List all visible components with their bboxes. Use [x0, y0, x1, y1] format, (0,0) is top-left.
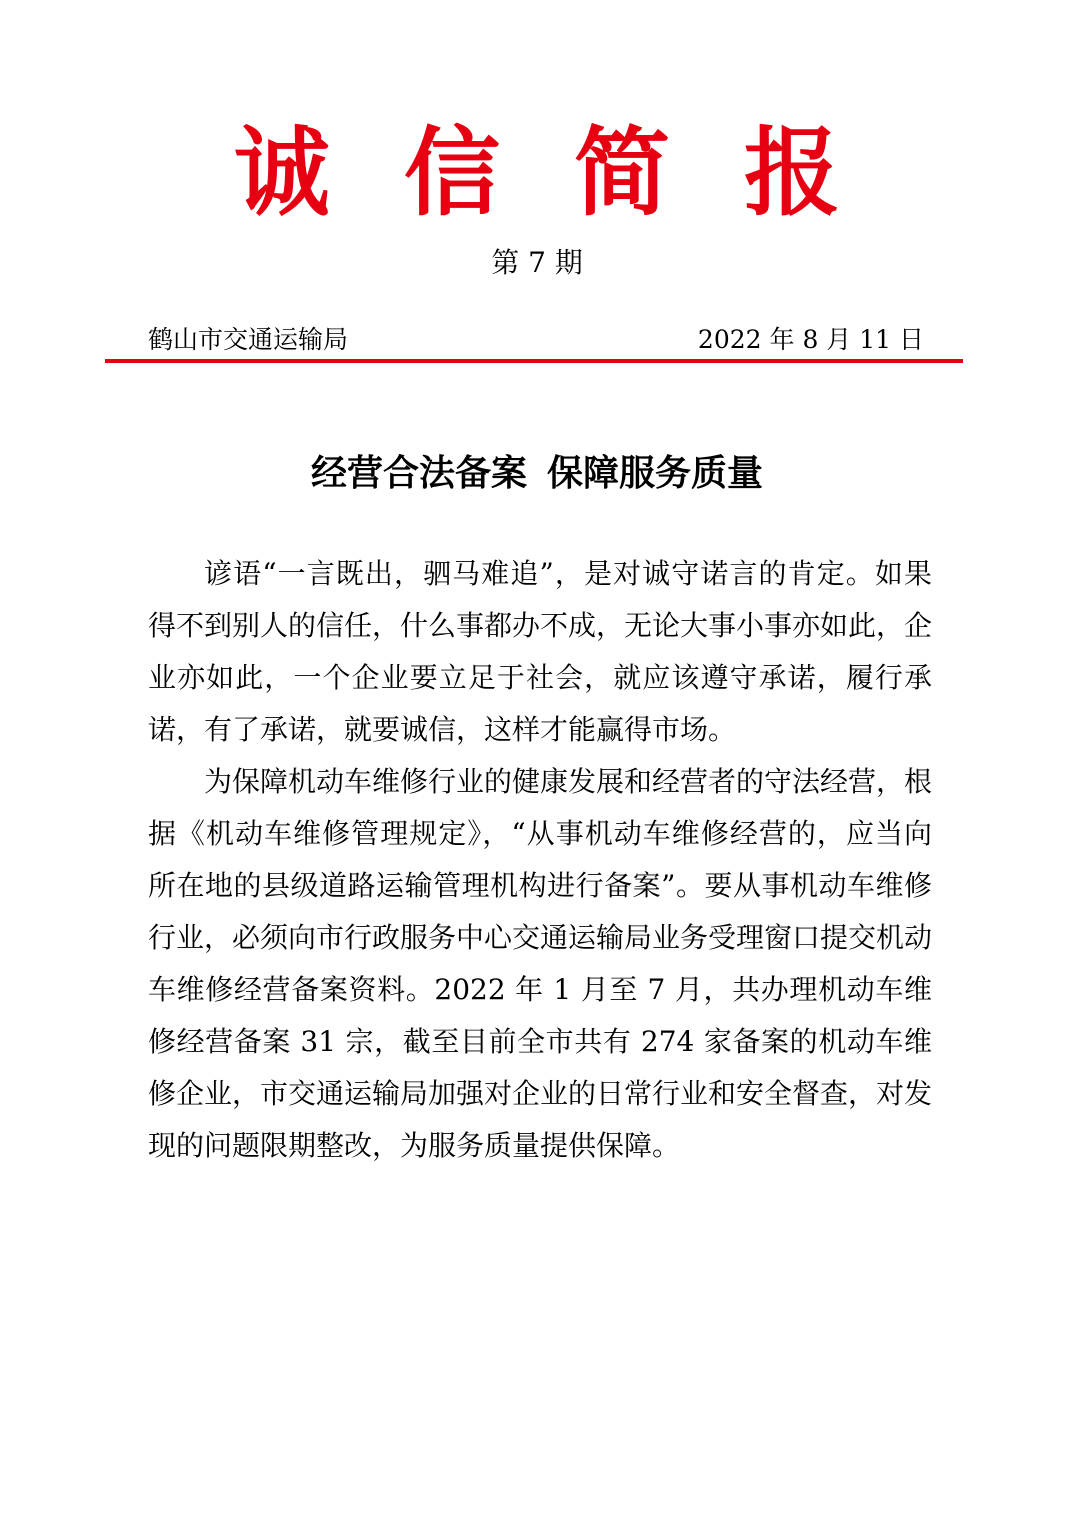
publisher-name: 鹤山市交通运输局: [148, 325, 349, 354]
article-title: [0, 448, 1074, 500]
red-divider: [105, 359, 963, 363]
body-paragraph: 谚语“一言既出，驷马难追”，是对诚守诺言的肯定。如果得不到别人的信任，什么事都办不成，无论大事小事亦如此，企业亦如此，一个企业要立足于社会，就应该遵守承诺，履行承诺，有了承诺，就要诚信，这样才能赢得市场。: [148, 557, 933, 746]
header-meta: [148, 322, 928, 358]
article-body: [148, 548, 932, 1172]
masthead-char: 简: [574, 116, 670, 229]
masthead-char: 信: [404, 116, 500, 229]
masthead-char: 诚: [234, 116, 330, 229]
publication-date: 2022 年 8 月 11 日: [697, 325, 924, 354]
article-title-part2: 保障服务质量: [547, 453, 764, 494]
masthead-char: 报: [744, 116, 840, 229]
masthead-title: [0, 118, 1074, 228]
issue-number: 第 7 期: [491, 246, 583, 279]
article-title-part1: 经营合法备案: [310, 453, 527, 494]
body-paragraph: 为保障机动车维修行业的健康发展和经营者的守法经营，根据《机动车维修管理规定》，“从事机动车维修经营的，应当向所在地的县级道路运输管理机构进行备案”。要从事机动车维修行业，必须向市行政服务中心交通运输局业务受理窗口提交机动车维修经营备案资料。2022 年 1 月至 7 月，共办理机动车维修经营备案 31 宗，截至目前全市共有 274 家备案的机动车维修企业，市交通运输局加强对企业的日常行业和安全督查，对发现的问题限期整改，为服务质量提供保障。: [148, 765, 933, 1162]
